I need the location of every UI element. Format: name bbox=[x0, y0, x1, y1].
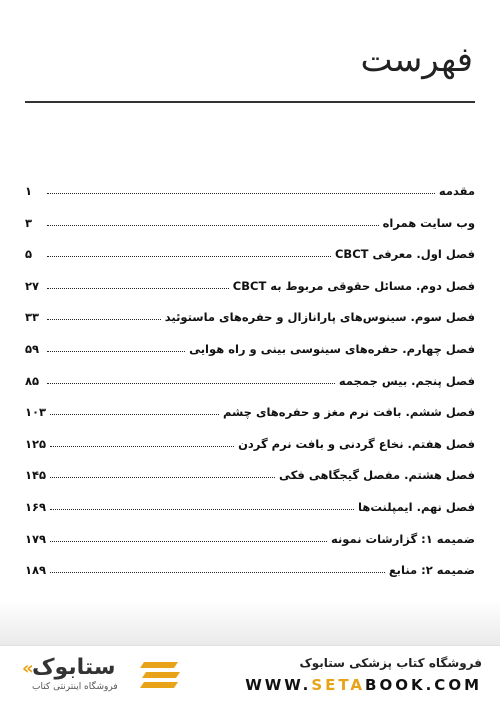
toc-entry-page-number: ۵۹ bbox=[25, 342, 40, 356]
toc-entry bbox=[25, 273, 475, 293]
toc-entry bbox=[25, 304, 475, 324]
toc-entry-page-number: ۳۳ bbox=[25, 310, 40, 325]
toc-dot-leader bbox=[50, 414, 219, 415]
page-bottom-shadow bbox=[0, 600, 500, 645]
toc-entry-page-number: ۸۵ bbox=[25, 373, 40, 388]
toc-entry bbox=[25, 431, 475, 451]
url-prefix: WWW. bbox=[245, 676, 312, 694]
toc-entry bbox=[25, 368, 475, 388]
toc-entry-label: فصل هفتم. نخاع گردنی و بافت نرم گردن bbox=[238, 436, 475, 451]
store-url-link[interactable] bbox=[245, 676, 482, 694]
toc-entry-label: فصل سوم. سینوس‌های پارانازال و حفره‌های ماستوئید bbox=[164, 310, 475, 325]
url-accent: SETA bbox=[311, 676, 366, 694]
toc-entry bbox=[25, 557, 475, 577]
toc-entry-page-number: ۱۴۵ bbox=[25, 468, 47, 483]
logo-subtitle: فروشگاه اینترنتی کتاب bbox=[32, 682, 118, 692]
toc-entry-label: فصل اول. معرفی CBCT bbox=[334, 247, 475, 262]
toc-dot-leader bbox=[47, 319, 161, 320]
store-name: فروشگاه کتاب پزشکی ستابوک bbox=[299, 656, 482, 670]
toc-entry-page-number: ۱۸۹ bbox=[25, 563, 47, 578]
toc-entry-label: مقدمه bbox=[438, 184, 475, 198]
toc-dot-leader bbox=[47, 256, 331, 257]
toc-entry-page-number: ۱۰۳ bbox=[25, 405, 47, 420]
toc-entry bbox=[25, 241, 475, 261]
toc-dot-leader bbox=[50, 541, 327, 542]
logo-text: ستابوک bbox=[32, 655, 116, 680]
toc-entry-label: فصل پنجم. بیس جمجمه bbox=[338, 373, 475, 388]
toc-entry-label: وب سایت همراه bbox=[382, 215, 475, 230]
toc-entry-page-number: ۱۶۹ bbox=[25, 500, 47, 514]
url-suffix: BOOK.COM bbox=[365, 676, 482, 694]
book-stack-icon bbox=[140, 654, 182, 694]
toc-entry-page-number: ۲۷ bbox=[25, 278, 40, 293]
toc-entry bbox=[25, 526, 475, 546]
toc-dot-leader bbox=[50, 477, 275, 478]
toc-dot-leader bbox=[47, 288, 229, 289]
toc-entry bbox=[25, 494, 475, 514]
toc-dot-leader bbox=[50, 572, 385, 573]
store-footer bbox=[0, 645, 500, 701]
toc-entry-label: فصل چهارم. حفره‌های سینوسی بینی و راه هوایی bbox=[189, 342, 475, 356]
toc-dot-leader bbox=[47, 193, 435, 194]
toc-dot-leader bbox=[47, 225, 379, 226]
toc-entry bbox=[25, 178, 475, 198]
toc-entry-page-number: ۱۲۵ bbox=[25, 436, 47, 451]
toc-dot-leader bbox=[50, 446, 234, 447]
toc-entry-label: ضمیمه ۲: منابع bbox=[388, 563, 475, 578]
store-logo[interactable] bbox=[22, 652, 192, 696]
toc-entry-label: فصل نهم. ایمپلنت‌ها bbox=[358, 500, 475, 514]
toc-entry bbox=[25, 336, 475, 356]
toc-entry-label: ضمیمه ۱: گزارشات نمونه bbox=[331, 531, 475, 546]
toc-entry bbox=[25, 399, 475, 419]
toc-entry-label: فصل هشتم. مفصل گیجگاهی فکی bbox=[278, 468, 475, 483]
chevrons-icon: « bbox=[22, 658, 34, 679]
toc-entry-page-number: ۱۷۹ bbox=[25, 531, 47, 546]
toc-entry-page-number: ۵ bbox=[25, 247, 33, 262]
toc-entry-label: فصل ششم. بافت نرم مغز و حفره‌های چشم bbox=[222, 405, 475, 420]
toc-entry bbox=[25, 210, 475, 230]
page-title: فهرست bbox=[360, 40, 473, 80]
toc-dot-leader bbox=[47, 351, 185, 352]
toc-entry-page-number: ۱ bbox=[25, 184, 33, 198]
toc-dot-leader bbox=[47, 383, 335, 384]
toc-entry bbox=[25, 462, 475, 482]
toc-entry-label: فصل دوم. مسائل حقوقی مربوط به CBCT bbox=[232, 278, 475, 293]
toc-entry-page-number: ۳ bbox=[25, 215, 33, 230]
toc-dot-leader bbox=[50, 509, 354, 510]
title-divider bbox=[25, 101, 475, 103]
